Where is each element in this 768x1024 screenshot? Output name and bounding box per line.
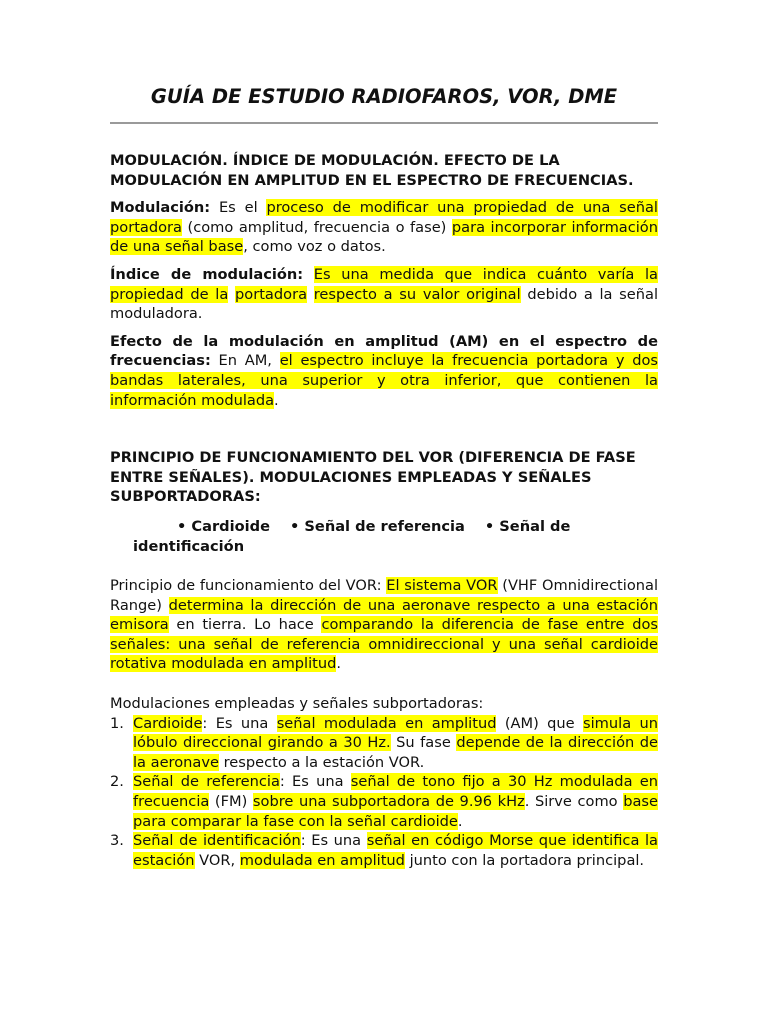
term-label: Efecto de la modulación en amplitud (AM) en el espectro de frecuencias:: [110, 332, 658, 370]
text-span: , como voz o datos.: [243, 238, 386, 256]
highlighted-text: base para comparar la fase con la señal cardioide: [133, 793, 658, 830]
highlighted-text: sobre una subportadora de 9.96 kHz: [252, 793, 525, 811]
highlighted-text: señal modulada en amplitud: [276, 714, 497, 732]
highlighted-text: El sistema VOR: [386, 577, 498, 595]
highlighted-text: portadora: [235, 285, 308, 303]
bullet-cardioide: • Cardioide: [177, 517, 270, 535]
text-span: En AM,: [210, 352, 280, 370]
highlighted-text: comparando la diferencia de fase entre dos señales: una señal de referencia omnidireccional y una señal cardioide rotativa modulada en amplitud: [110, 616, 658, 673]
paragraph-efecto-am: [110, 332, 658, 410]
highlighted-text: señal en código Morse que identifica la estación: [133, 832, 658, 869]
section-heading-vor: PRINCIPIO DE FUNCIONAMIENTO DEL VOR (DIFERENCIA DE FASE ENTRE SEÑALES). MODULACIONES EMPLEADAS Y SEÑALES SUBPORTADORAS:: [110, 449, 636, 506]
text-span: Principio de funcionamiento del VOR:: [110, 577, 387, 595]
text-span: . Sirve como: [524, 793, 624, 811]
term-label: Índice de modulación:: [110, 265, 304, 283]
modulations-intro: Modulaciones empleadas y señales subportadoras:: [110, 695, 484, 713]
bullet-senal-identificacion: • Señal de identificación: [133, 517, 571, 555]
highlighted-text: simula un lóbulo direccional girando a 30 Hz.: [133, 714, 658, 752]
highlighted-text: modulada en amplitud: [239, 851, 405, 869]
text-span: .: [336, 655, 342, 673]
title-divider: [110, 122, 658, 124]
highlighted-text: determina la dirección de una aeronave respecto a una estación emisora: [110, 596, 658, 634]
text-span: .: [274, 391, 279, 409]
highlighted-text: el espectro incluye la frecuencia portadora y dos bandas laterales, una superior y otra inferior, que contienen la información modulada: [110, 352, 659, 409]
text-span: VOR,: [194, 851, 240, 869]
list-item-senal-identificacion: [110, 831, 658, 870]
paragraph-indice: [110, 265, 658, 324]
text-span: respecto a la estación VOR.: [218, 753, 425, 771]
text-span: junto con la portadora principal.: [404, 851, 645, 869]
text-span: debido a la señal moduladora.: [110, 285, 659, 323]
highlighted-text: Señal de referencia: [133, 773, 280, 791]
text-span: (FM): [209, 793, 253, 811]
highlighted-text: respecto a su valor original: [313, 285, 521, 303]
text-span: .: [457, 812, 463, 830]
list-item-senal-referencia: [110, 772, 658, 831]
term-label: Modulación:: [110, 199, 211, 217]
text-span: Su fase: [390, 734, 457, 752]
section-heading-modulacion: MODULACIÓN. ÍNDICE DE MODULACIÓN. EFECTO DE LA MODULACIÓN EN AMPLITUD EN EL ESPECTRO DE FRECUENCIAS.: [110, 152, 634, 189]
text-span: : Es una: [202, 714, 277, 732]
text-span: (AM) que: [496, 714, 584, 732]
text-span: : Es una: [279, 773, 351, 791]
list-number: 1.: [110, 714, 124, 732]
list-number: 2.: [110, 773, 124, 791]
highlighted-text: señal de tono fijo a 30 Hz modulada en frecuencia: [133, 773, 658, 811]
text-span: (VHF Omnidirectional Range): [110, 577, 658, 614]
highlighted-text: Cardioide: [133, 714, 203, 732]
text-span: (como amplitud, frecuencia o fase): [182, 218, 452, 236]
paragraph-modulacion: [110, 198, 658, 257]
list-number: 3.: [110, 832, 124, 850]
highlighted-text: Es una medida que indica cuánto varía la propiedad de la: [110, 265, 658, 303]
text-span: : Es una: [300, 832, 367, 850]
text-span: en tierra. Lo hace: [168, 616, 322, 634]
paragraph-principio: [110, 576, 658, 674]
numbered-list: [110, 714, 658, 871]
text-span: Es el: [210, 199, 267, 217]
highlighted-text: proceso de modificar una propiedad de una señal portadora: [110, 199, 658, 236]
highlighted-text: depende de la dirección de la aeronave: [133, 734, 658, 771]
text-span: [307, 286, 314, 303]
bullet-list: [133, 517, 658, 556]
text-span: [228, 286, 235, 303]
document-title: GUÍA DE ESTUDIO RADIOFAROS, VOR, DME: [150, 85, 618, 108]
highlighted-text: para incorporar información de una señal base: [110, 218, 658, 256]
list-item-cardioide: [110, 714, 658, 773]
highlighted-text: Señal de identificación: [133, 832, 301, 850]
text-span: [303, 266, 314, 283]
bullet-senal-referencia: • Señal de referencia: [290, 517, 465, 535]
